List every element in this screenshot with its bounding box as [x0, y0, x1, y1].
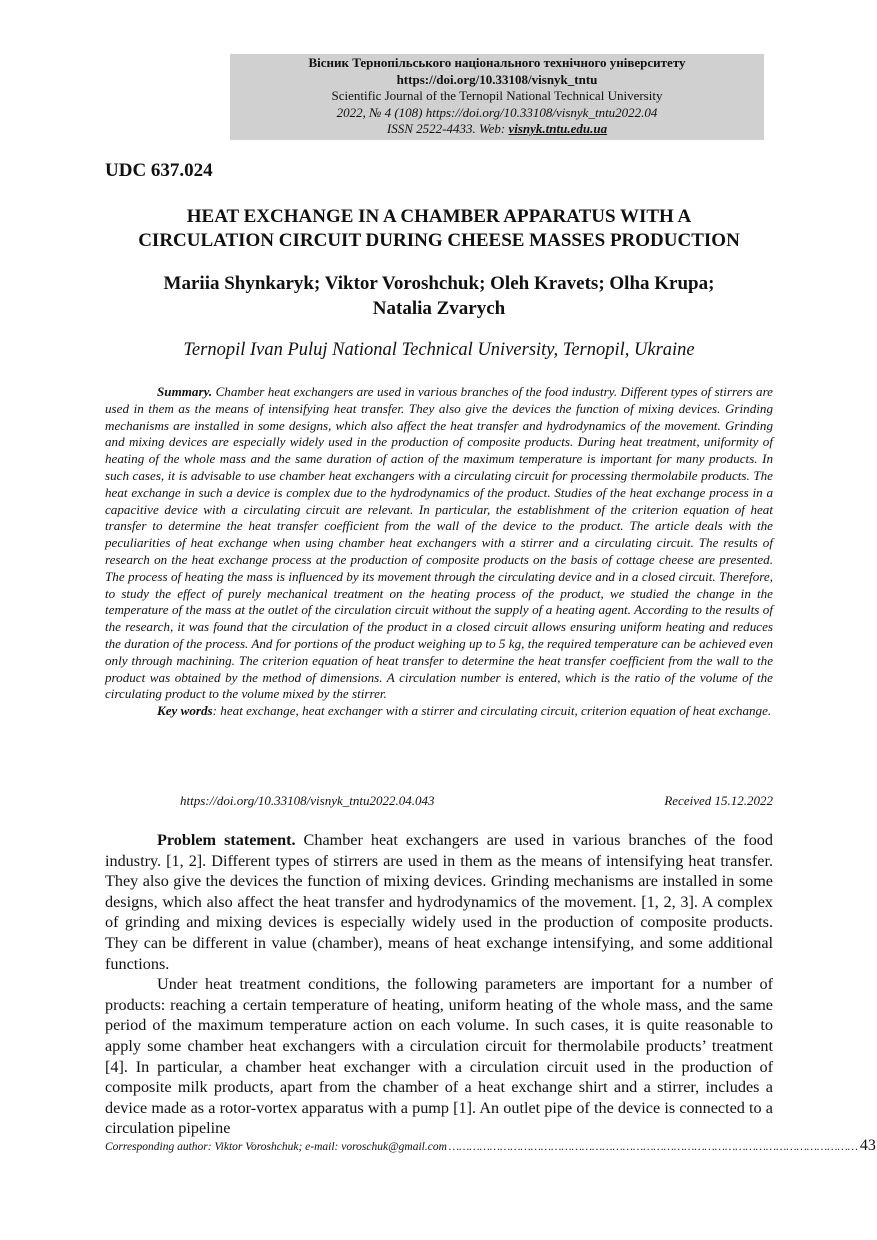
- title-line-1: HEAT EXCHANGE IN A CHAMBER APPARATUS WITH A: [186, 206, 692, 227]
- issn-line: [230, 121, 764, 138]
- abstract: [105, 384, 773, 720]
- authors: [105, 271, 773, 321]
- problem-statement-paragraph: [105, 830, 773, 974]
- authors-line-1: Mariia Shynkaryk; Viktor Voroshchuk; Oleh Kravets; Olha Krupa;: [163, 273, 715, 294]
- paper-title: [105, 205, 773, 253]
- problem-statement-text: Chamber heat exchangers are used in various branches of the food industry. [1, 2]. Different types of stirrers are used in them as the means of intensifying heat transfer. They also give the devices the function of mixing devices. Grinding mechanisms are installed in some designs, which also affect the heat transfer and hydrodynamics of the movement. [1, 2, 3]. A complex of grinding and mixing devices is especially widely used in the production of composite products. They can be different in value (chamber), means of heat exchange intensifying, and some additional functions.: [105, 831, 773, 973]
- keywords-label: Key words: [157, 703, 213, 719]
- summary-paragraph: [105, 384, 773, 703]
- body-paragraph-2: Under heat treatment conditions, the following parameters are important for a number of products: reaching a certain temperature of heating, uniform heating of the whole mass, and the same period of the maximum temperature action on each volume. In such cases, it is quite reasonable to apply some chamber heat exchangers with a circulation circuit for thermolabile products’ treatment [4]. In particular, a chamber heat exchanger with a circulation circuit used in the production of composite milk products, apart from the chamber of a heat exchange shirt and a stirrer, includes a device made as a rotor-vortex apparatus with a pump [1]. An outlet pipe of the device is connected to a circulation pipeline: [105, 975, 773, 1138]
- journal-header: [230, 54, 764, 140]
- summary-text: Chamber heat exchangers are used in various branches of the food industry. Different types of stirrers are used in them as the means of intensifying heat transfer. They also give the devices the function of mixing devices. Grinding mechanisms are installed in some designs, which also affect the heat transfer and hydrodynamics of the movement. Grinding and mixing devices are especially widely used in the production of composite products. During heat treatment, uniformity of heating of the whole mass and the same duration of action of the maximum temperature is important for many products. In such cases, it is advisable to use chamber heat exchangers with a circulating circuit for processing thermolabile products. The heat exchange in such a device is complex due to the hydrodynamics of the product. Studies of the heat exchange process in a capacitive device with a circulating circuit are relevant. In particular, the establishment of the criterion equation of heat transfer to determine the heat transfer coefficient from the wall of the device to the product. The article deals with the peculiarities of heat exchange when using chamber heat exchangers with a stirrer and a circulating circuit. The results of research on the heat exchange process at the production of composite products on the basis of cottage cheese are presented. The process of heating the mass is influenced by its movement through the circulating device and in a closed circuit. Therefore, to study the effect of purely mechanical treatment on the heating process of the product, we studied the change in the temperature of the mass at the outlet of the circulation circuit without the supply of a heating agent. According to the results of the research, it was found that the circulation of the product in a closed circuit allows ensuring uniform heating and reduces the duration of the process. And for portions of the product weighing up to 5 kg, the required temperature can be achieved even only through machining. The criterion equation of heat transfer to determine the heat transfer coefficient from the wall to the product was obtained by the method of dimensions. A circulation number is entered, which is the ratio of the volume of the circulating product to the volume mixed by the stirrer.: [105, 384, 773, 702]
- doi-line: [180, 793, 773, 809]
- article-doi-link[interactable]: https://doi.org/10.33108/visnyk_tntu2022.04.043: [180, 793, 435, 808]
- journal-website-link[interactable]: visnyk.tntu.edu.ua: [508, 121, 608, 136]
- body-text: [105, 830, 773, 1139]
- summary-label: Summary.: [157, 384, 213, 399]
- page-number: 43: [859, 1137, 876, 1154]
- journal-name-en: Scientific Journal of the Ternopil National Technical University: [331, 88, 663, 103]
- keywords-paragraph: [105, 703, 773, 720]
- title-line-2: CIRCULATION CIRCUIT DURING CHEESE MASSES PRODUCTION: [138, 230, 740, 251]
- page-footer: [105, 1137, 876, 1155]
- journal-doi: https://doi.org/10.33108/visnyk_tntu: [396, 71, 598, 87]
- keywords-text: : heat exchange, heat exchanger with a stirrer and circulating circuit, criterion equation of heat exchange.: [212, 703, 772, 719]
- affiliation: Ternopil Ivan Puluj National Technical University, Ternopil, Ukraine: [183, 340, 695, 360]
- journal-name-ua: Вісник Тернопільського національного технічного університету: [308, 55, 686, 70]
- corresponding-author: Corresponding author: Viktor Voroshchuk; e-mail: voroschuk@gmail.com: [105, 1141, 447, 1153]
- problem-statement-label: Problem statement.: [157, 831, 296, 849]
- udc-code: UDC 637.024: [105, 160, 213, 181]
- issn-text: ISSN 2522-4433. Web:: [386, 121, 509, 136]
- received-date: Received 15.12.2022: [664, 793, 773, 808]
- leader-dots: …………………………………………………………………………………………………………: [448, 1141, 858, 1153]
- authors-line-2: Natalia Zvarych: [372, 298, 506, 319]
- issue-info: 2022, № 4 (108) https://doi.org/10.33108/visnyk_tntu2022.04: [336, 104, 658, 120]
